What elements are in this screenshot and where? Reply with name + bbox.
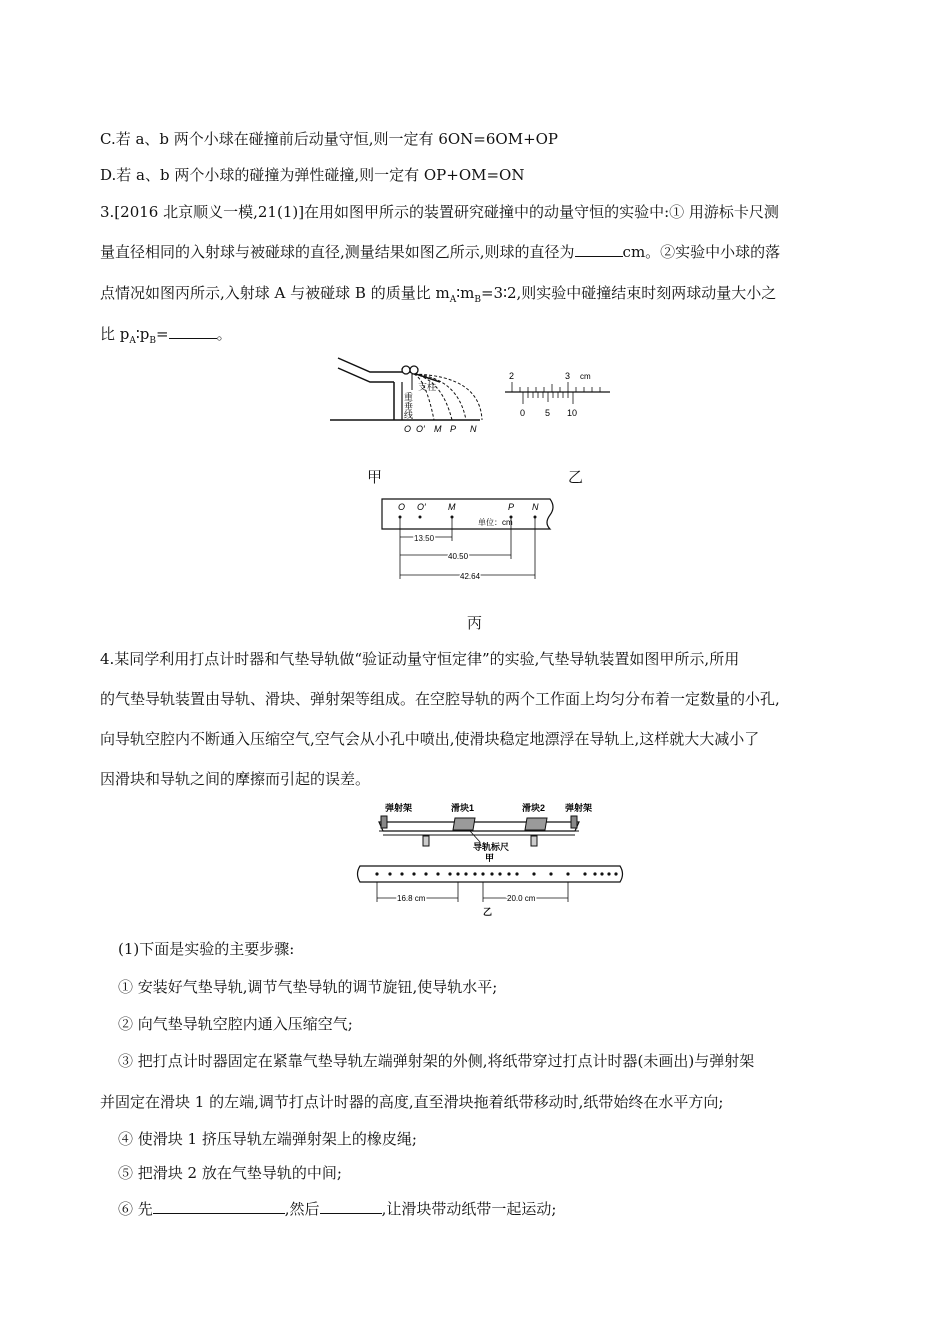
step-3a: ③ 把打点计时器固定在紧靠气垫导轨左端弹射架的外侧,将纸带穿过打点计时器(未画出)与弹射架 [118,1052,755,1070]
subscript-a: A [129,336,136,346]
caliper-main-2: 2 [509,371,515,381]
step-6 [118,1198,556,1219]
point-o-prime: O′ [416,424,425,434]
answer-blank-diameter[interactable] [575,242,623,257]
step-2: ② 向气垫导轨空腔内通入压缩空气; [118,1015,353,1033]
q3-line-4 [100,323,232,346]
step-1: ① 安装好气垫导轨,调节气垫导轨的调节旋钮,使导轨水平; [118,978,498,996]
unit-label: 单位：cm [478,518,513,527]
zhizhu-label: 支柱 [418,382,437,392]
caliper-vernier-10: 10 [567,408,578,418]
bing-point-o: O [398,502,406,512]
huakuai-2: 滑块2 [522,803,546,813]
tanshejia-right: 弹射架 [565,803,593,813]
zhongchuixian-label: 重垂线 [403,392,413,419]
figure-4-air-track [355,798,625,918]
dist-20-0: 20.0 cm [507,894,536,903]
q3-text: ∶p [135,325,150,343]
subscript-b: B [474,295,481,305]
answer-blank-first[interactable] [153,1199,285,1214]
option-d: D.若 a、b 两个小球的碰撞为弹性碰撞,则一定有 OP+OM=ON [100,166,525,184]
daogui-biaochi: 导轨标尺 [473,842,510,852]
huakuai-1: 滑块1 [451,803,475,813]
caliper-main-3: 3 [565,371,571,381]
step-3b: 并固定在滑块 1 的左端,调节打点计时器的高度,直至滑块拖着纸带移动时,纸带始终在水平方向; [100,1093,724,1111]
bing-point-o-prime: O′ [417,502,426,512]
q3-text: 。 [216,325,232,343]
q3-text: =3∶2,则实验中碰撞结束时刻两球动量大小之 [480,284,777,302]
point-p: P [450,424,457,434]
tanshejia-left: 弹射架 [385,803,413,813]
step-intro: (1)下面是实验的主要步骤: [118,940,295,958]
caption-jia: 甲 [367,468,383,486]
option-c: C.若 a、b 两个小球在碰撞前后动量守恒,则一定有 6ON=6OM+OP [100,130,559,148]
caliper-vernier-5: 5 [545,408,551,418]
q3-text: = [156,325,169,343]
caliper-unit: cm [580,372,591,381]
caption-yi: 乙 [568,468,584,486]
point-n: N [470,424,477,434]
point-m: M [434,424,442,434]
fig4-jia: 甲 [485,853,495,863]
dist-on: 42.64 [460,572,481,581]
figure-3-apparatus [330,350,620,440]
answer-blank-then[interactable] [320,1199,382,1214]
fig4-yi: 乙 [483,907,493,917]
subscript-b: B [149,336,157,346]
figure-3-bing [380,497,565,587]
answer-blank-ratio[interactable] [169,324,217,339]
q3-text: cm。②实验中小球的落 [622,243,781,261]
subscript-a: A [449,295,457,305]
caption-bing: 丙 [467,614,483,632]
step-text: ,让滑块带动纸带一起运动; [381,1200,557,1218]
q4-line-3: 向导轨空腔内不断通入压缩空气,空气会从小孔中喷出,使滑块稳定地漂浮在导轨上,这样就大大减小了 [100,730,760,748]
q3-text: 量直径相同的入射球与被碰球的直径,测量结果如图乙所示,则球的直径为 [100,243,575,261]
q4-line-2: 的气垫导轨装置由导轨、滑块、弹射架等组成。在空腔导轨的两个工作面上均匀分布着一定数量的小孔, [100,690,780,708]
bing-point-n: N [532,502,539,512]
caliper-vernier-0: 0 [520,408,526,418]
q4-line-4: 因滑块和导轨之间的摩擦而引起的误差。 [100,770,371,788]
q3-text: 点情况如图丙所示,入射球 A 与被碰球 B 的质量比 m [100,284,450,302]
point-o: O [404,424,412,434]
q3-text: 比 p [100,325,130,343]
step-text: ⑥ 先 [118,1200,153,1218]
bing-point-m: M [448,502,456,512]
dist-op: 40.50 [448,552,469,561]
q3-line-3 [100,282,776,305]
q3-text: ∶m [456,284,475,302]
step-5: ⑤ 把滑块 2 放在气垫导轨的中间; [118,1164,342,1182]
dist-om: 13.50 [414,534,435,543]
q4-line-1: 4.某同学利用打点计时器和气垫导轨做“验证动量守恒定律”的实验,气垫导轨装置如图甲所示,所用 [100,650,740,668]
dist-16-8: 16.8 cm [397,894,426,903]
q3-line-1: 3.[2016 北京顺义一模,21(1)]在用如图甲所示的装置研究碰撞中的动量守恒的实验中:① 用游标卡尺测 [100,203,779,221]
step-4: ④ 使滑块 1 挤压导轨左端弹射架上的橡皮绳; [118,1130,417,1148]
step-text: ,然后 [284,1200,320,1218]
q3-line-2 [100,241,780,262]
bing-point-p: P [508,502,515,512]
